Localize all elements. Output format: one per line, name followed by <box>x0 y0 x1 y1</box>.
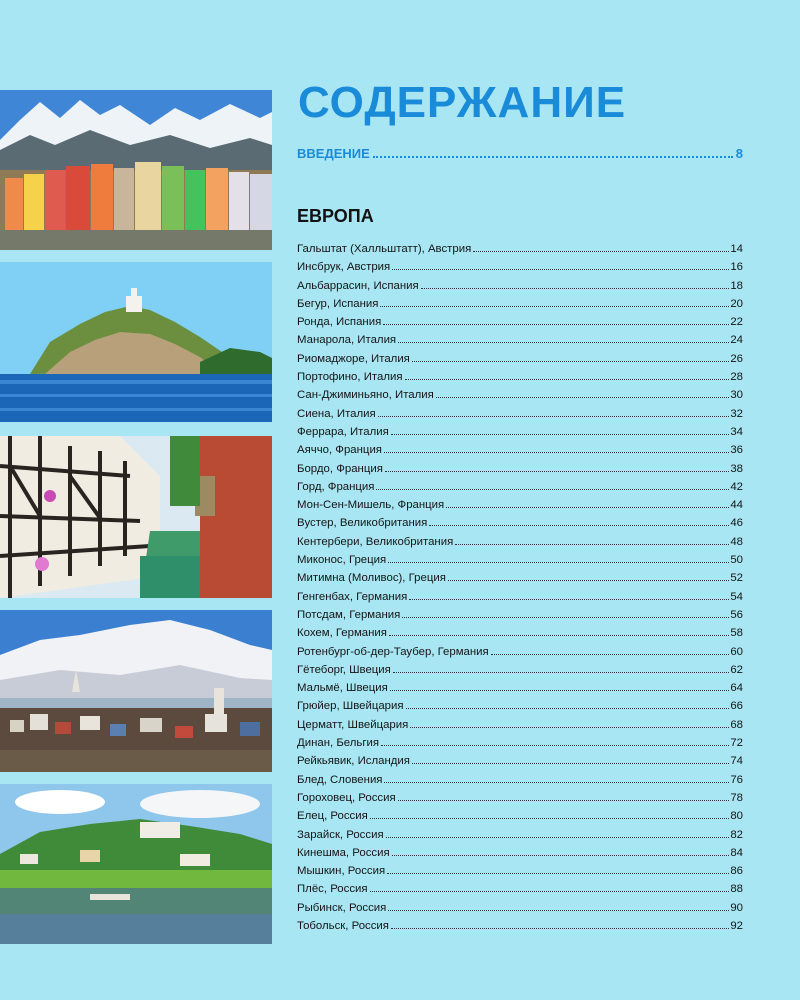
dot-leader <box>402 617 729 618</box>
toc-entry[interactable] <box>297 277 743 295</box>
toc-entry[interactable] <box>297 734 743 752</box>
dot-leader <box>384 452 729 453</box>
toc-entry-name: Риомаджоре, Италия <box>297 352 410 365</box>
photo-mountain-town <box>0 90 272 250</box>
dot-leader <box>388 910 729 911</box>
toc-entry-name: Ротенбург-об-дер-Таубер, Германия <box>297 645 489 658</box>
toc-entry-name: Манарола, Италия <box>297 334 397 347</box>
dot-leader <box>378 416 730 417</box>
toc-entry-name: Рыбинск, Россия <box>297 901 387 914</box>
toc-entry[interactable] <box>297 606 743 624</box>
toc-entry-name: Горд, Франция <box>297 480 375 493</box>
toc-entry[interactable] <box>297 899 743 917</box>
toc-entry[interactable] <box>297 917 743 935</box>
toc-entry-page: 20 <box>730 297 743 310</box>
toc-entry-name: Блед, Словения <box>297 773 383 786</box>
dot-leader <box>398 342 729 343</box>
dot-leader <box>398 800 730 801</box>
photo-island-lighthouse <box>0 262 272 422</box>
toc-entry-name: Вустер, Великобритания <box>297 517 428 530</box>
toc-entry[interactable] <box>297 496 743 514</box>
toc-entry[interactable] <box>297 826 743 844</box>
dot-leader <box>429 525 729 526</box>
toc-entry[interactable] <box>297 588 743 606</box>
toc-entry[interactable] <box>297 423 743 441</box>
toc-entry[interactable] <box>297 386 743 404</box>
photo-canal-houses <box>0 436 272 598</box>
toc-entry-page: 58 <box>730 627 743 640</box>
toc-entry[interactable] <box>297 880 743 898</box>
toc-list <box>297 240 743 935</box>
dot-leader <box>409 599 729 600</box>
toc-entry-name: Генгенбах, Германия <box>297 590 408 603</box>
toc-entry-page: 34 <box>730 425 743 438</box>
intro-label: ВВЕДЕНИЕ <box>297 146 370 161</box>
toc-entry-page: 80 <box>730 810 743 823</box>
dot-leader <box>373 156 733 158</box>
toc-entry[interactable] <box>297 752 743 770</box>
toc-entry-page: 64 <box>730 682 743 695</box>
toc-entry-page: 16 <box>730 261 743 274</box>
toc-entry-name: Ронда, Испания <box>297 316 382 329</box>
toc-entry-name: Кинешма, Россия <box>297 846 390 859</box>
toc-entry[interactable] <box>297 862 743 880</box>
toc-entry-name: Инсбрук, Австрия <box>297 261 391 274</box>
toc-entry-page: 88 <box>730 883 743 896</box>
toc-entry-name: Альбаррасин, Испания <box>297 279 419 292</box>
toc-entry[interactable] <box>297 405 743 423</box>
toc-entry[interactable] <box>297 716 743 734</box>
toc-entry-page: 36 <box>730 444 743 457</box>
dot-leader <box>388 562 729 563</box>
toc-entry-page: 84 <box>730 846 743 859</box>
dot-leader <box>389 635 729 636</box>
toc-entry-page: 30 <box>730 389 743 402</box>
toc-entry-page: 62 <box>730 663 743 676</box>
toc-entry[interactable] <box>297 807 743 825</box>
dot-leader <box>421 288 730 289</box>
dot-leader <box>436 397 730 398</box>
toc-entry-page: 66 <box>730 700 743 713</box>
intro-page: 8 <box>735 146 743 161</box>
toc-entry[interactable] <box>297 844 743 862</box>
toc-entry-page: 44 <box>730 499 743 512</box>
toc-entry[interactable] <box>297 331 743 349</box>
toc-entry-name: Портофино, Италия <box>297 371 403 384</box>
dot-leader <box>387 873 729 874</box>
dot-leader <box>370 891 730 892</box>
toc-entry[interactable] <box>297 258 743 276</box>
toc-entry-name: Динан, Бельгия <box>297 737 380 750</box>
toc-entry-page: 28 <box>730 371 743 384</box>
toc-entry-name: Церматт, Швейцария <box>297 718 409 731</box>
toc-entry-page: 60 <box>730 645 743 658</box>
section-title: ЕВРОПА <box>297 206 374 226</box>
toc-entry[interactable] <box>297 533 743 551</box>
dot-leader <box>385 471 729 472</box>
toc-entry-name: Потсдам, Германия <box>297 608 401 621</box>
dot-leader <box>412 361 729 362</box>
toc-entry-name: Рейкьявик, Исландия <box>297 755 410 768</box>
toc-entry[interactable] <box>297 789 743 807</box>
toc-entry-name: Тобольск, Россия <box>297 919 389 932</box>
toc-entry-page: 48 <box>730 535 743 548</box>
toc-entry-page: 26 <box>730 352 743 365</box>
toc-entry-page: 32 <box>730 407 743 420</box>
photo-snowy-coast-city <box>0 610 272 772</box>
toc-entry-name: Сан-Джиминьяно, Италия <box>297 389 434 402</box>
toc-entry[interactable] <box>297 368 743 386</box>
toc-entry-name: Плёс, Россия <box>297 883 368 896</box>
toc-entry-page: 68 <box>730 718 743 731</box>
toc-entry-page: 86 <box>730 865 743 878</box>
toc-entry-name: Бордо, Франция <box>297 462 383 475</box>
dot-leader <box>491 654 730 655</box>
toc-entry[interactable] <box>297 441 743 459</box>
toc-entry-name: Феррара, Италия <box>297 425 389 438</box>
toc-entry-name: Кохем, Германия <box>297 627 387 640</box>
dot-leader <box>448 580 729 581</box>
toc-entry-name: Грюйер, Швейцария <box>297 700 404 713</box>
toc-entry-name: Сиена, Италия <box>297 407 376 420</box>
toc-entry-page: 24 <box>730 334 743 347</box>
dot-leader <box>376 489 729 490</box>
toc-entry-name: Мон-Сен-Мишель, Франция <box>297 499 445 512</box>
dot-leader <box>380 306 729 307</box>
toc-entry-page: 42 <box>730 480 743 493</box>
toc-entry-page: 38 <box>730 462 743 475</box>
dot-leader <box>392 269 729 270</box>
toc-entry[interactable] <box>297 478 743 496</box>
dot-leader <box>383 324 729 325</box>
toc-entry-name: Миконос, Греция <box>297 554 387 567</box>
toc-entry-page: 18 <box>730 279 743 292</box>
page-title: СОДЕРЖАНИЕ <box>298 78 627 127</box>
toc-intro-row[interactable] <box>297 146 743 161</box>
toc-entry-name: Зарайск, Россия <box>297 828 384 841</box>
toc-entry-page: 56 <box>730 608 743 621</box>
toc-entry[interactable] <box>297 460 743 478</box>
toc-entry-page: 92 <box>730 919 743 932</box>
toc-entry-page: 50 <box>730 554 743 567</box>
dot-leader <box>390 690 730 691</box>
toc-entry-page: 74 <box>730 755 743 768</box>
toc-entry[interactable] <box>297 551 743 569</box>
toc-entry-name: Кентербери, Великобритания <box>297 535 454 548</box>
toc-entry[interactable] <box>297 313 743 331</box>
dot-leader <box>393 672 729 673</box>
dot-leader <box>391 434 730 435</box>
toc-entry[interactable] <box>297 643 743 661</box>
dot-leader <box>370 818 730 819</box>
toc-entry-page: 78 <box>730 791 743 804</box>
toc-entry-name: Аяччо, Франция <box>297 444 382 457</box>
dot-leader <box>392 855 730 856</box>
toc-entry-name: Гороховец, Россия <box>297 791 396 804</box>
toc-entry[interactable] <box>297 697 743 715</box>
toc-entry[interactable] <box>297 624 743 642</box>
toc-entry-page: 90 <box>730 901 743 914</box>
dot-leader <box>410 727 729 728</box>
toc-entry-page: 72 <box>730 737 743 750</box>
dot-leader <box>406 708 730 709</box>
toc-entry[interactable] <box>297 514 743 532</box>
toc-entry-name: Гальштат (Халльштатт), Австрия <box>297 243 472 255</box>
toc-entry-page: 14 <box>730 243 743 255</box>
dot-leader <box>391 928 729 929</box>
dot-leader <box>446 507 729 508</box>
toc-entry-name: Бегур, Испания <box>297 297 379 310</box>
dot-leader <box>405 379 730 380</box>
toc-entry-name: Елец, Россия <box>297 810 368 823</box>
toc-entry-page: 54 <box>730 590 743 603</box>
dot-leader <box>455 544 729 545</box>
dot-leader <box>381 745 729 746</box>
dot-leader <box>473 251 729 252</box>
toc-entry[interactable] <box>297 240 743 258</box>
toc-entry[interactable] <box>297 569 743 587</box>
toc-entry-page: 76 <box>730 773 743 786</box>
toc-entry[interactable] <box>297 771 743 789</box>
toc-entry[interactable] <box>297 661 743 679</box>
toc-entry[interactable] <box>297 350 743 368</box>
dot-leader <box>412 763 729 764</box>
toc-entry-name: Мальмё, Швеция <box>297 682 388 695</box>
toc-entry-name: Гётеборг, Швеция <box>297 663 391 676</box>
dot-leader <box>384 782 729 783</box>
toc-entry-page: 82 <box>730 828 743 841</box>
toc-entry-name: Мышкин, Россия <box>297 865 386 878</box>
dot-leader <box>386 837 730 838</box>
toc-entry-page: 52 <box>730 572 743 585</box>
toc-entry[interactable] <box>297 679 743 697</box>
toc-entry-page: 46 <box>730 517 743 530</box>
toc-entry-name: Митимна (Моливос), Греция <box>297 572 446 585</box>
toc-entry[interactable] <box>297 295 743 313</box>
toc-entry-page: 22 <box>730 316 743 329</box>
photo-river-town <box>0 784 272 944</box>
